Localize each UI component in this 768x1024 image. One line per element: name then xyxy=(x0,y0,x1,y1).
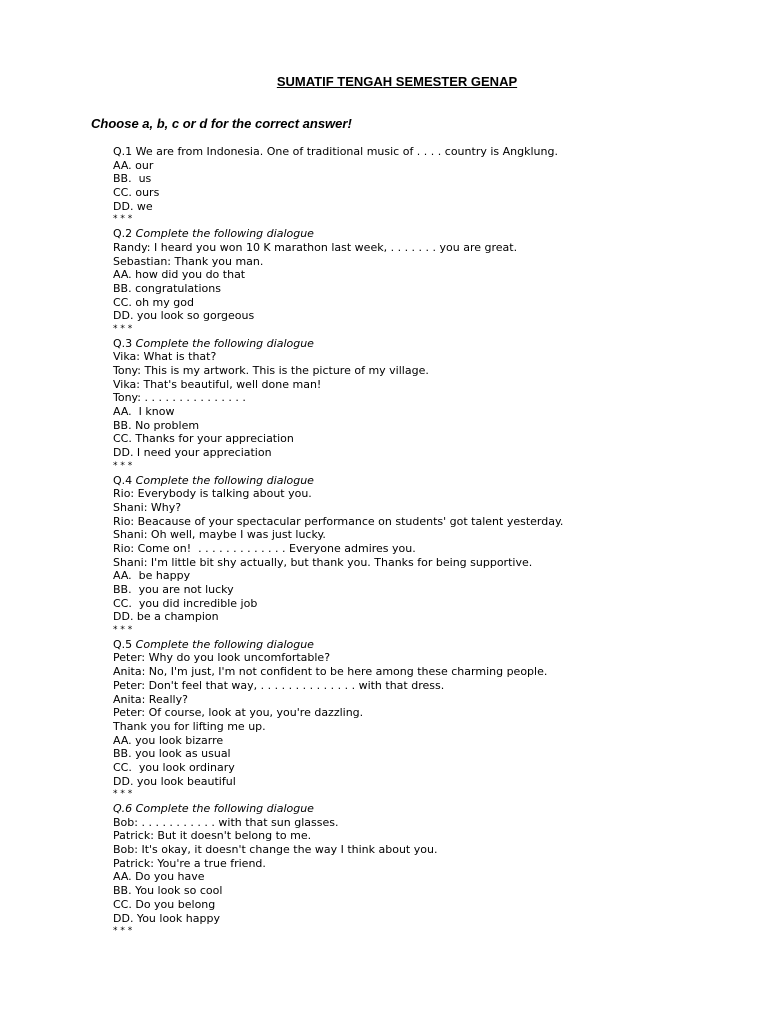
question-prompt: We are from Indonesia. One of traditional music of . . . . country is Angklung. xyxy=(135,145,558,158)
answer-option: CC. Do you belong xyxy=(113,897,216,911)
answer-option: DD. be a champion xyxy=(113,610,219,624)
answer-option: CC. Thanks for your appreciation xyxy=(113,432,294,446)
answer-option: AA. be happy xyxy=(113,569,191,583)
question-prompt: Complete the following dialogue xyxy=(135,473,314,487)
dialogue-line: Bob: . . . . . . . . . . . with that sun glasses. xyxy=(113,815,339,829)
answer-option: BB. you look as usual xyxy=(113,747,231,761)
question-4 xyxy=(113,474,733,638)
dialogue-line: Rio: Come on! . . . . . . . . . . . . . Everyone admires you. xyxy=(113,541,416,555)
dialogue-line: Thank you for lifting me up. xyxy=(113,719,266,733)
answer-option: AA. I know xyxy=(113,405,175,419)
question-number: Q.5 xyxy=(113,637,136,651)
answer-option: CC. you look ordinary xyxy=(113,760,235,774)
document-title: SUMATIF TENGAH SEMESTER GENAP xyxy=(276,74,518,89)
answer-option: BB. You look so cool xyxy=(113,884,223,898)
question-header xyxy=(113,474,733,488)
answer-option: DD. we xyxy=(113,199,153,213)
question-separator: * * * xyxy=(113,926,133,937)
answer-option: CC. you did incredible job xyxy=(113,596,258,610)
question-prompt: Complete the following dialogue xyxy=(135,637,314,651)
question-separator: * * * xyxy=(113,323,133,334)
dialogue-line: Peter: Don't feel that way, . . . . . . . . . . . . . . with that dress. xyxy=(113,678,445,692)
dialogue-line: Rio: Beacause of your spectacular performance on students' got talent yesterday. xyxy=(113,514,564,528)
question-separator: * * * xyxy=(113,214,133,225)
answer-option: AA. our xyxy=(113,158,154,172)
dialogue-line: Shani: Why? xyxy=(113,500,182,514)
question-prompt: Complete the following dialogue xyxy=(135,227,314,241)
answer-option: CC. ours xyxy=(113,186,160,200)
answer-option: DD. You look happy xyxy=(113,911,220,925)
question-2 xyxy=(113,227,733,337)
question-5 xyxy=(113,638,733,802)
question-header xyxy=(113,802,733,816)
question-header xyxy=(113,227,733,241)
question-header xyxy=(113,145,733,159)
dialogue-line: Vika: That's beautiful, well done man! xyxy=(113,377,322,391)
dialogue-line: Patrick: But it doesn't belong to me. xyxy=(113,829,312,843)
question-separator: * * * xyxy=(113,460,133,471)
answer-option: BB. congratulations xyxy=(113,281,221,295)
dialogue-line: Shani: I'm little bit shy actually, but thank you. Thanks for being supportive. xyxy=(113,555,533,569)
question-3 xyxy=(113,337,733,474)
question-number: Q.6 xyxy=(113,802,136,815)
question-6 xyxy=(113,802,733,939)
dialogue-line: Bob: It's okay, it doesn't change the way I think about you. xyxy=(113,843,438,857)
question-number: Q.3 xyxy=(113,336,136,350)
answer-option: BB. us xyxy=(113,172,152,186)
dialogue-line: Tony: . . . . . . . . . . . . . . . xyxy=(113,391,246,405)
answer-option: AA. how did you do that xyxy=(113,268,246,282)
questions-list xyxy=(113,145,733,939)
dialogue-line: Vika: What is that? xyxy=(113,350,217,364)
answer-option: AA. Do you have xyxy=(113,870,205,884)
question-header xyxy=(113,638,733,652)
question-header xyxy=(113,337,733,351)
question-number: Q.1 xyxy=(113,145,136,158)
question-prompt: Complete the following dialogue xyxy=(135,336,314,350)
dialogue-line: Peter: Why do you look uncomfortable? xyxy=(113,651,331,665)
dialogue-line: Anita: No, I'm just, I'm not confident to be here among these charming people. xyxy=(113,665,548,679)
dialogue-line: Patrick: You're a true friend. xyxy=(113,856,266,870)
question-1 xyxy=(113,145,733,227)
answer-option: DD. you look so gorgeous xyxy=(113,309,255,323)
instruction-text: Choose a, b, c or d for the correct answer! xyxy=(91,116,352,131)
question-number: Q.4 xyxy=(113,473,136,487)
answer-option: AA. you look bizarre xyxy=(113,733,224,747)
dialogue-line: Peter: Of course, look at you, you're dazzling. xyxy=(113,706,364,720)
dialogue-line: Tony: This is my artwork. This is the picture of my village. xyxy=(113,364,429,377)
question-number: Q.2 xyxy=(113,227,136,241)
dialogue-line: Randy: I heard you won 10 K marathon last week, . . . . . . . you are great. xyxy=(113,240,518,254)
dialogue-line: Rio: Everybody is talking about you. xyxy=(113,487,312,501)
question-separator: * * * xyxy=(113,625,133,636)
answer-option: BB. No problem xyxy=(113,418,200,432)
answer-option: DD. you look beautiful xyxy=(113,774,236,788)
question-prompt: Complete the following dialogue xyxy=(135,802,314,815)
answer-option: DD. I need your appreciation xyxy=(113,446,272,460)
answer-option: BB. you are not lucky xyxy=(113,583,234,596)
answer-option: CC. oh my god xyxy=(113,295,194,309)
dialogue-line: Shani: Oh well, maybe I was just lucky. xyxy=(113,528,326,542)
question-separator: * * * xyxy=(113,789,133,800)
dialogue-line: Anita: Really? xyxy=(113,692,188,706)
dialogue-line: Sebastian: Thank you man. xyxy=(113,254,264,268)
